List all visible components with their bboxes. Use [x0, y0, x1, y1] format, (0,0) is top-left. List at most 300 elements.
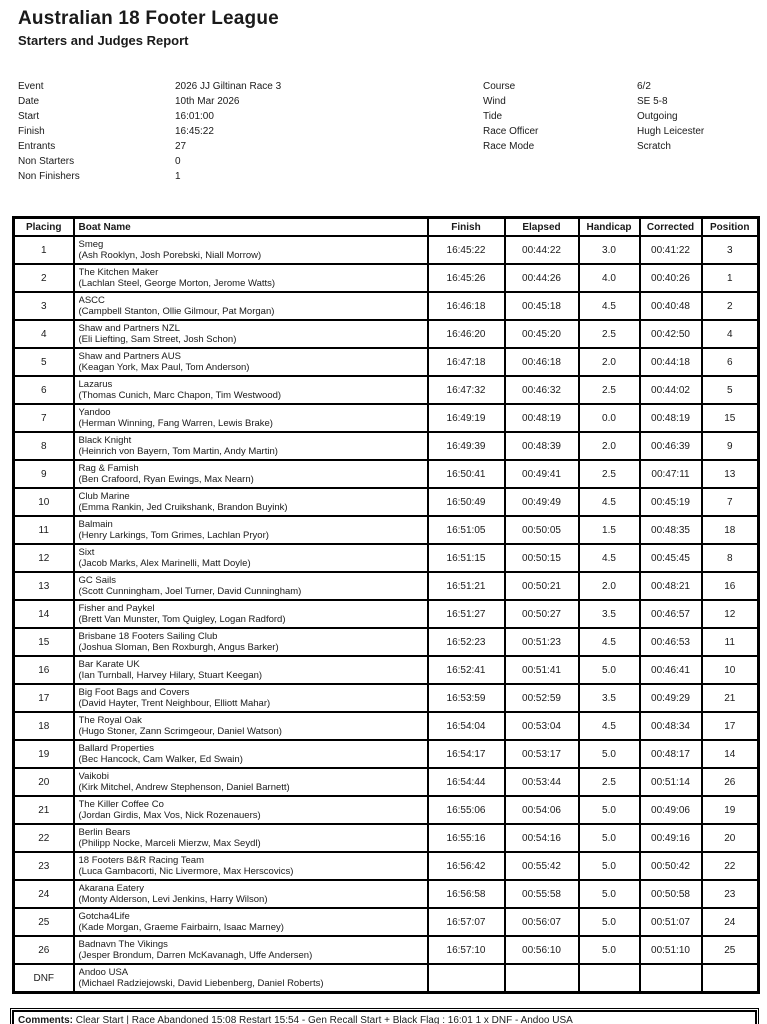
- placing-cell: 23: [14, 852, 74, 880]
- placing-cell: 8: [14, 432, 74, 460]
- boat-name: GC Sails: [78, 574, 116, 586]
- boat-name: Fisher and Paykel: [78, 602, 155, 614]
- elapsed-cell: 00:50:21: [505, 572, 579, 600]
- placing-cell: 13: [14, 572, 74, 600]
- column-header-finish: Finish: [428, 218, 505, 237]
- position-cell: 18: [702, 516, 759, 544]
- boat-name: Ballard Properties: [78, 742, 155, 754]
- handicap-cell: 2.0: [579, 348, 640, 376]
- placing-cell: 10: [14, 488, 74, 516]
- elapsed-cell: 00:56:10: [505, 936, 579, 964]
- info-row: [18, 139, 483, 154]
- position-cell: 3: [702, 236, 759, 264]
- placing-cell: 2: [14, 264, 74, 292]
- position-cell: 8: [702, 544, 759, 572]
- handicap-cell: 4.5: [579, 712, 640, 740]
- position-cell: 15: [702, 404, 759, 432]
- finish-cell: 16:54:17: [428, 740, 505, 768]
- boat-cell: [74, 292, 428, 320]
- corrected-cell: 00:49:29: [640, 684, 702, 712]
- finish-cell: 16:49:39: [428, 432, 505, 460]
- placing-cell: 17: [14, 684, 74, 712]
- elapsed-cell: 00:54:06: [505, 796, 579, 824]
- elapsed-cell: 00:44:22: [505, 236, 579, 264]
- position-cell: 6: [702, 348, 759, 376]
- boat-cell: [74, 264, 428, 292]
- handicap-cell: 2.5: [579, 460, 640, 488]
- handicap-cell: 4.5: [579, 488, 640, 516]
- boat-cell: [74, 908, 428, 936]
- corrected-cell: 00:46:39: [640, 432, 702, 460]
- header-row: [14, 218, 759, 237]
- boat-cell: [74, 684, 428, 712]
- boat-cell: [74, 572, 428, 600]
- table-row: [14, 376, 759, 404]
- corrected-cell: 00:50:42: [640, 852, 702, 880]
- position-cell: [702, 964, 759, 993]
- boat-cell: [74, 348, 428, 376]
- info-value: 6/2: [637, 81, 651, 92]
- placing-cell: 1: [14, 236, 74, 264]
- corrected-cell: 00:44:02: [640, 376, 702, 404]
- finish-cell: 16:56:42: [428, 852, 505, 880]
- info-value: 10th Mar 2026: [175, 96, 240, 107]
- corrected-cell: 00:46:57: [640, 600, 702, 628]
- info-value: 1: [175, 171, 181, 182]
- info-row: [483, 139, 753, 154]
- finish-cell: 16:51:15: [428, 544, 505, 572]
- info-label: Start: [18, 111, 40, 122]
- table-row: [14, 320, 759, 348]
- handicap-cell: 5.0: [579, 880, 640, 908]
- crew-names: (Kirk Mitchel, Andrew Stephenson, Daniel Barnett): [78, 782, 290, 793]
- info-row: [18, 109, 483, 124]
- finish-cell: 16:52:23: [428, 628, 505, 656]
- corrected-cell: [640, 964, 702, 993]
- handicap-cell: 3.5: [579, 684, 640, 712]
- corrected-cell: 00:42:50: [640, 320, 702, 348]
- elapsed-cell: 00:55:58: [505, 880, 579, 908]
- placing-cell: 21: [14, 796, 74, 824]
- finish-cell: 16:46:18: [428, 292, 505, 320]
- elapsed-cell: 00:56:07: [505, 908, 579, 936]
- table-row: [14, 964, 759, 993]
- handicap-cell: 3.5: [579, 600, 640, 628]
- boat-cell: [74, 936, 428, 964]
- finish-cell: 16:45:26: [428, 264, 505, 292]
- finish-cell: 16:50:41: [428, 460, 505, 488]
- boat-name: Andoo USA: [78, 966, 129, 978]
- elapsed-cell: 00:53:44: [505, 768, 579, 796]
- boat-cell: [74, 880, 428, 908]
- elapsed-cell: 00:54:16: [505, 824, 579, 852]
- placing-cell: 18: [14, 712, 74, 740]
- boat-name: Rag & Famish: [78, 462, 139, 474]
- position-cell: 20: [702, 824, 759, 852]
- boat-cell: [74, 544, 428, 572]
- comments-label: Comments:: [18, 1015, 74, 1024]
- crew-names: (Heinrich von Bayern, Tom Martin, Andy Martin): [78, 446, 278, 457]
- finish-cell: 16:52:41: [428, 656, 505, 684]
- finish-cell: [428, 964, 505, 993]
- boat-cell: [74, 516, 428, 544]
- crew-names: (Joshua Sloman, Ben Roxburgh, Angus Barker): [78, 642, 279, 653]
- placing-cell: 20: [14, 768, 74, 796]
- boat-name: Balmain: [78, 518, 113, 530]
- boat-name: Shaw and Partners AUS: [78, 350, 181, 362]
- crew-names: (Michael Radziejowski, David Liebenberg, Daniel Roberts): [78, 978, 324, 989]
- table-row: [14, 432, 759, 460]
- info-label: Race Mode: [483, 141, 535, 152]
- elapsed-cell: 00:46:18: [505, 348, 579, 376]
- handicap-cell: 4.0: [579, 264, 640, 292]
- handicap-cell: 5.0: [579, 740, 640, 768]
- crew-names: (Kade Morgan, Graeme Fairbairn, Isaac Marney): [78, 922, 284, 933]
- handicap-cell: 2.5: [579, 320, 640, 348]
- corrected-cell: 00:49:06: [640, 796, 702, 824]
- table-row: [14, 488, 759, 516]
- position-cell: 2: [702, 292, 759, 320]
- column-header-corrected: Corrected: [640, 218, 702, 237]
- corrected-cell: 00:46:41: [640, 656, 702, 684]
- handicap-cell: 4.5: [579, 544, 640, 572]
- boat-name: Gotcha4Life: [78, 910, 130, 922]
- finish-cell: 16:54:44: [428, 768, 505, 796]
- elapsed-cell: 00:51:41: [505, 656, 579, 684]
- position-cell: 4: [702, 320, 759, 348]
- corrected-cell: 00:51:07: [640, 908, 702, 936]
- position-cell: 5: [702, 376, 759, 404]
- handicap-cell: 5.0: [579, 796, 640, 824]
- crew-names: (Keagan York, Max Paul, Tom Anderson): [78, 362, 250, 373]
- table-row: [14, 796, 759, 824]
- info-label: Entrants: [18, 141, 56, 152]
- position-cell: 19: [702, 796, 759, 824]
- corrected-cell: 00:48:19: [640, 404, 702, 432]
- handicap-cell: 5.0: [579, 908, 640, 936]
- finish-cell: 16:57:07: [428, 908, 505, 936]
- position-cell: 25: [702, 936, 759, 964]
- table-row: [14, 460, 759, 488]
- elapsed-cell: 00:53:17: [505, 740, 579, 768]
- info-row: [483, 109, 753, 124]
- info-label: Tide: [483, 111, 503, 122]
- position-cell: 9: [702, 432, 759, 460]
- corrected-cell: 00:47:11: [640, 460, 702, 488]
- boat-name: Big Foot Bags and Covers: [78, 686, 190, 698]
- handicap-cell: 5.0: [579, 656, 640, 684]
- boat-cell: [74, 628, 428, 656]
- info-value: Hugh Leicester: [637, 126, 705, 137]
- finish-cell: 16:57:10: [428, 936, 505, 964]
- placing-cell: 4: [14, 320, 74, 348]
- table-row: [14, 264, 759, 292]
- boat-name: 18 Footers B&R Racing Team: [78, 854, 204, 866]
- info-value: 0: [175, 156, 181, 167]
- table-row: [14, 684, 759, 712]
- crew-names: (Ian Turnball, Harvey Hilary, Stuart Keegan): [78, 670, 263, 681]
- boat-cell: [74, 376, 428, 404]
- handicap-cell: 0.0: [579, 404, 640, 432]
- info-value: 27: [175, 141, 187, 152]
- boat-name: Black Knight: [78, 434, 132, 446]
- table-row: [14, 292, 759, 320]
- handicap-cell: 2.0: [579, 572, 640, 600]
- corrected-cell: 00:49:16: [640, 824, 702, 852]
- info-row: [18, 169, 483, 184]
- elapsed-cell: 00:49:49: [505, 488, 579, 516]
- finish-cell: 16:55:16: [428, 824, 505, 852]
- position-cell: 26: [702, 768, 759, 796]
- corrected-cell: 00:41:22: [640, 236, 702, 264]
- finish-cell: 16:55:06: [428, 796, 505, 824]
- elapsed-cell: 00:46:32: [505, 376, 579, 404]
- placing-cell: DNF: [14, 964, 74, 993]
- info-row: [18, 79, 483, 94]
- position-cell: 17: [702, 712, 759, 740]
- placing-cell: 5: [14, 348, 74, 376]
- elapsed-cell: 00:53:04: [505, 712, 579, 740]
- results-table-header: [14, 218, 759, 237]
- table-row: [14, 600, 759, 628]
- crew-names: (Philipp Nocke, Marceli Mierzw, Max Seydl): [78, 838, 261, 849]
- elapsed-cell: 00:50:27: [505, 600, 579, 628]
- handicap-cell: 1.5: [579, 516, 640, 544]
- elapsed-cell: 00:48:39: [505, 432, 579, 460]
- table-row: [14, 628, 759, 656]
- handicap-cell: 2.5: [579, 376, 640, 404]
- table-row: [14, 824, 759, 852]
- finish-cell: 16:47:32: [428, 376, 505, 404]
- table-row: [14, 936, 759, 964]
- boat-name: Shaw and Partners NZL: [78, 322, 180, 334]
- elapsed-cell: 00:48:19: [505, 404, 579, 432]
- column-header-elapsed: Elapsed: [505, 218, 579, 237]
- info-row: [18, 124, 483, 139]
- placing-cell: 15: [14, 628, 74, 656]
- crew-names: (Herman Winning, Fang Warren, Lewis Brake): [78, 418, 273, 429]
- elapsed-cell: 00:44:26: [505, 264, 579, 292]
- column-header-boat: Boat Name: [74, 218, 428, 237]
- position-cell: 10: [702, 656, 759, 684]
- placing-cell: 14: [14, 600, 74, 628]
- boat-cell: [74, 740, 428, 768]
- info-label: Non Finishers: [18, 171, 80, 182]
- info-value: 16:01:00: [175, 111, 214, 122]
- boat-name: The Royal Oak: [78, 714, 142, 726]
- finish-cell: 16:50:49: [428, 488, 505, 516]
- position-cell: 1: [702, 264, 759, 292]
- finish-cell: 16:54:04: [428, 712, 505, 740]
- finish-cell: 16:46:20: [428, 320, 505, 348]
- boat-name: ASCC: [78, 294, 105, 306]
- placing-cell: 7: [14, 404, 74, 432]
- crew-names: (Thomas Cunich, Marc Chapon, Tim Westwood): [78, 390, 282, 401]
- crew-names: (Lachlan Steel, George Morton, Jerome Watts): [78, 278, 276, 289]
- table-row: [14, 516, 759, 544]
- column-header-placing: Placing: [14, 218, 74, 237]
- placing-cell: 12: [14, 544, 74, 572]
- boat-name: The Killer Coffee Co: [78, 798, 164, 810]
- boat-cell: [74, 824, 428, 852]
- info-row: [483, 94, 753, 109]
- info-value: SE 5-8: [637, 96, 668, 107]
- position-cell: 22: [702, 852, 759, 880]
- boat-cell: [74, 488, 428, 516]
- position-cell: 12: [702, 600, 759, 628]
- crew-names: (Bec Hancock, Cam Walker, Ed Swain): [78, 754, 243, 765]
- handicap-cell: 5.0: [579, 936, 640, 964]
- corrected-cell: 00:48:34: [640, 712, 702, 740]
- info-label: Wind: [483, 96, 506, 107]
- boat-name: Akarana Eatery: [78, 882, 144, 894]
- info-label: Finish: [18, 126, 45, 137]
- finish-cell: 16:53:59: [428, 684, 505, 712]
- placing-cell: 16: [14, 656, 74, 684]
- table-row: [14, 880, 759, 908]
- position-cell: 23: [702, 880, 759, 908]
- table-row: [14, 656, 759, 684]
- column-header-handicap: Handicap: [579, 218, 640, 237]
- corrected-cell: 00:51:14: [640, 768, 702, 796]
- corrected-cell: 00:46:53: [640, 628, 702, 656]
- corrected-cell: 00:44:18: [640, 348, 702, 376]
- handicap-cell: [579, 964, 640, 993]
- info-row: [483, 124, 753, 139]
- position-cell: 7: [702, 488, 759, 516]
- elapsed-cell: 00:45:20: [505, 320, 579, 348]
- info-row: [18, 94, 483, 109]
- crew-names: (Henry Larkings, Tom Grimes, Lachlan Pryor): [78, 530, 269, 541]
- event-info-left-column: [18, 79, 483, 184]
- boat-name: Badnavn The Vikings: [78, 938, 168, 950]
- boat-cell: [74, 852, 428, 880]
- crew-names: (Eli Liefting, Sam Street, Josh Schon): [78, 334, 237, 345]
- table-row: [14, 572, 759, 600]
- table-row: [14, 852, 759, 880]
- corrected-cell: 00:45:19: [640, 488, 702, 516]
- boat-name: Lazarus: [78, 378, 113, 390]
- elapsed-cell: 00:50:05: [505, 516, 579, 544]
- placing-cell: 25: [14, 908, 74, 936]
- event-info-right-column: [483, 79, 753, 184]
- finish-cell: 16:51:21: [428, 572, 505, 600]
- elapsed-cell: 00:52:59: [505, 684, 579, 712]
- info-label: Non Starters: [18, 156, 75, 167]
- boat-cell: [74, 796, 428, 824]
- boat-name: Vaikobi: [78, 770, 109, 782]
- placing-cell: 24: [14, 880, 74, 908]
- crew-names: (Brett Van Munster, Tom Quigley, Logan Radford): [78, 614, 286, 625]
- report-subtitle: Starters and Judges Report: [18, 33, 189, 48]
- boat-name: Sixt: [78, 546, 95, 558]
- finish-cell: 16:45:22: [428, 236, 505, 264]
- position-cell: 14: [702, 740, 759, 768]
- info-row: [483, 79, 753, 94]
- crew-names: (Emma Rankin, Jed Cruikshank, Brandon Buyink): [78, 502, 288, 513]
- finish-cell: 16:56:58: [428, 880, 505, 908]
- position-cell: 21: [702, 684, 759, 712]
- position-cell: 16: [702, 572, 759, 600]
- placing-cell: 3: [14, 292, 74, 320]
- elapsed-cell: 00:50:15: [505, 544, 579, 572]
- crew-names: (Scott Cunningham, Joel Turner, David Cunningham): [78, 586, 302, 597]
- finish-cell: 16:51:27: [428, 600, 505, 628]
- placing-cell: 22: [14, 824, 74, 852]
- elapsed-cell: 00:49:41: [505, 460, 579, 488]
- handicap-cell: 4.5: [579, 628, 640, 656]
- info-label: Course: [483, 81, 516, 92]
- handicap-cell: 2.5: [579, 768, 640, 796]
- comments-box: [12, 1010, 757, 1024]
- boat-name: Berlin Bears: [78, 826, 131, 838]
- handicap-cell: 4.5: [579, 292, 640, 320]
- event-info: [18, 79, 767, 184]
- table-row: [14, 404, 759, 432]
- crew-names: (David Hayter, Trent Neighbour, Elliott Mahar): [78, 698, 271, 709]
- crew-names: (Hugo Stoner, Zann Scrimgeour, Daniel Watson): [78, 726, 282, 737]
- corrected-cell: 00:48:21: [640, 572, 702, 600]
- corrected-cell: 00:40:48: [640, 292, 702, 320]
- crew-names: (Ben Crafoord, Ryan Ewings, Max Nearn): [78, 474, 254, 485]
- elapsed-cell: 00:55:42: [505, 852, 579, 880]
- position-cell: 11: [702, 628, 759, 656]
- table-row: [14, 712, 759, 740]
- position-cell: 13: [702, 460, 759, 488]
- table-row: [14, 348, 759, 376]
- info-label: Date: [18, 96, 40, 107]
- boat-name: The Kitchen Maker: [78, 266, 159, 278]
- placing-cell: 9: [14, 460, 74, 488]
- info-value: Scratch: [637, 141, 671, 152]
- table-row: [14, 544, 759, 572]
- table-row: [14, 740, 759, 768]
- boat-cell: [74, 600, 428, 628]
- table-row: [14, 236, 759, 264]
- column-header-position: Position: [702, 218, 759, 237]
- crew-names: (Jacob Marks, Alex Marinelli, Matt Doyle): [78, 558, 251, 569]
- handicap-cell: 2.0: [579, 432, 640, 460]
- boat-cell: [74, 768, 428, 796]
- boat-cell: [74, 964, 428, 993]
- handicap-cell: 5.0: [579, 852, 640, 880]
- boat-name: Bar Karate UK: [78, 658, 140, 670]
- boat-cell: [74, 656, 428, 684]
- info-value: 16:45:22: [175, 126, 214, 137]
- placing-cell: 11: [14, 516, 74, 544]
- boat-name: Club Marine: [78, 490, 130, 502]
- info-label: Event: [18, 81, 44, 92]
- crew-names: (Ash Rooklyn, Josh Porebski, Niall Morrow): [78, 250, 262, 261]
- corrected-cell: 00:50:58: [640, 880, 702, 908]
- results-table-body: [14, 236, 759, 993]
- placing-cell: 26: [14, 936, 74, 964]
- elapsed-cell: 00:45:18: [505, 292, 579, 320]
- boat-cell: [74, 460, 428, 488]
- info-label: Race Officer: [483, 126, 539, 137]
- position-cell: 24: [702, 908, 759, 936]
- boat-name: Yandoo: [78, 406, 111, 418]
- crew-names: (Monty Alderson, Levi Jenkins, Harry Wilson): [78, 894, 268, 905]
- table-row: [14, 768, 759, 796]
- corrected-cell: 00:51:10: [640, 936, 702, 964]
- finish-cell: 16:51:05: [428, 516, 505, 544]
- table-row: [14, 908, 759, 936]
- boat-cell: [74, 404, 428, 432]
- boat-name: Brisbane 18 Footers Sailing Club: [78, 630, 218, 642]
- corrected-cell: 00:40:26: [640, 264, 702, 292]
- placing-cell: 6: [14, 376, 74, 404]
